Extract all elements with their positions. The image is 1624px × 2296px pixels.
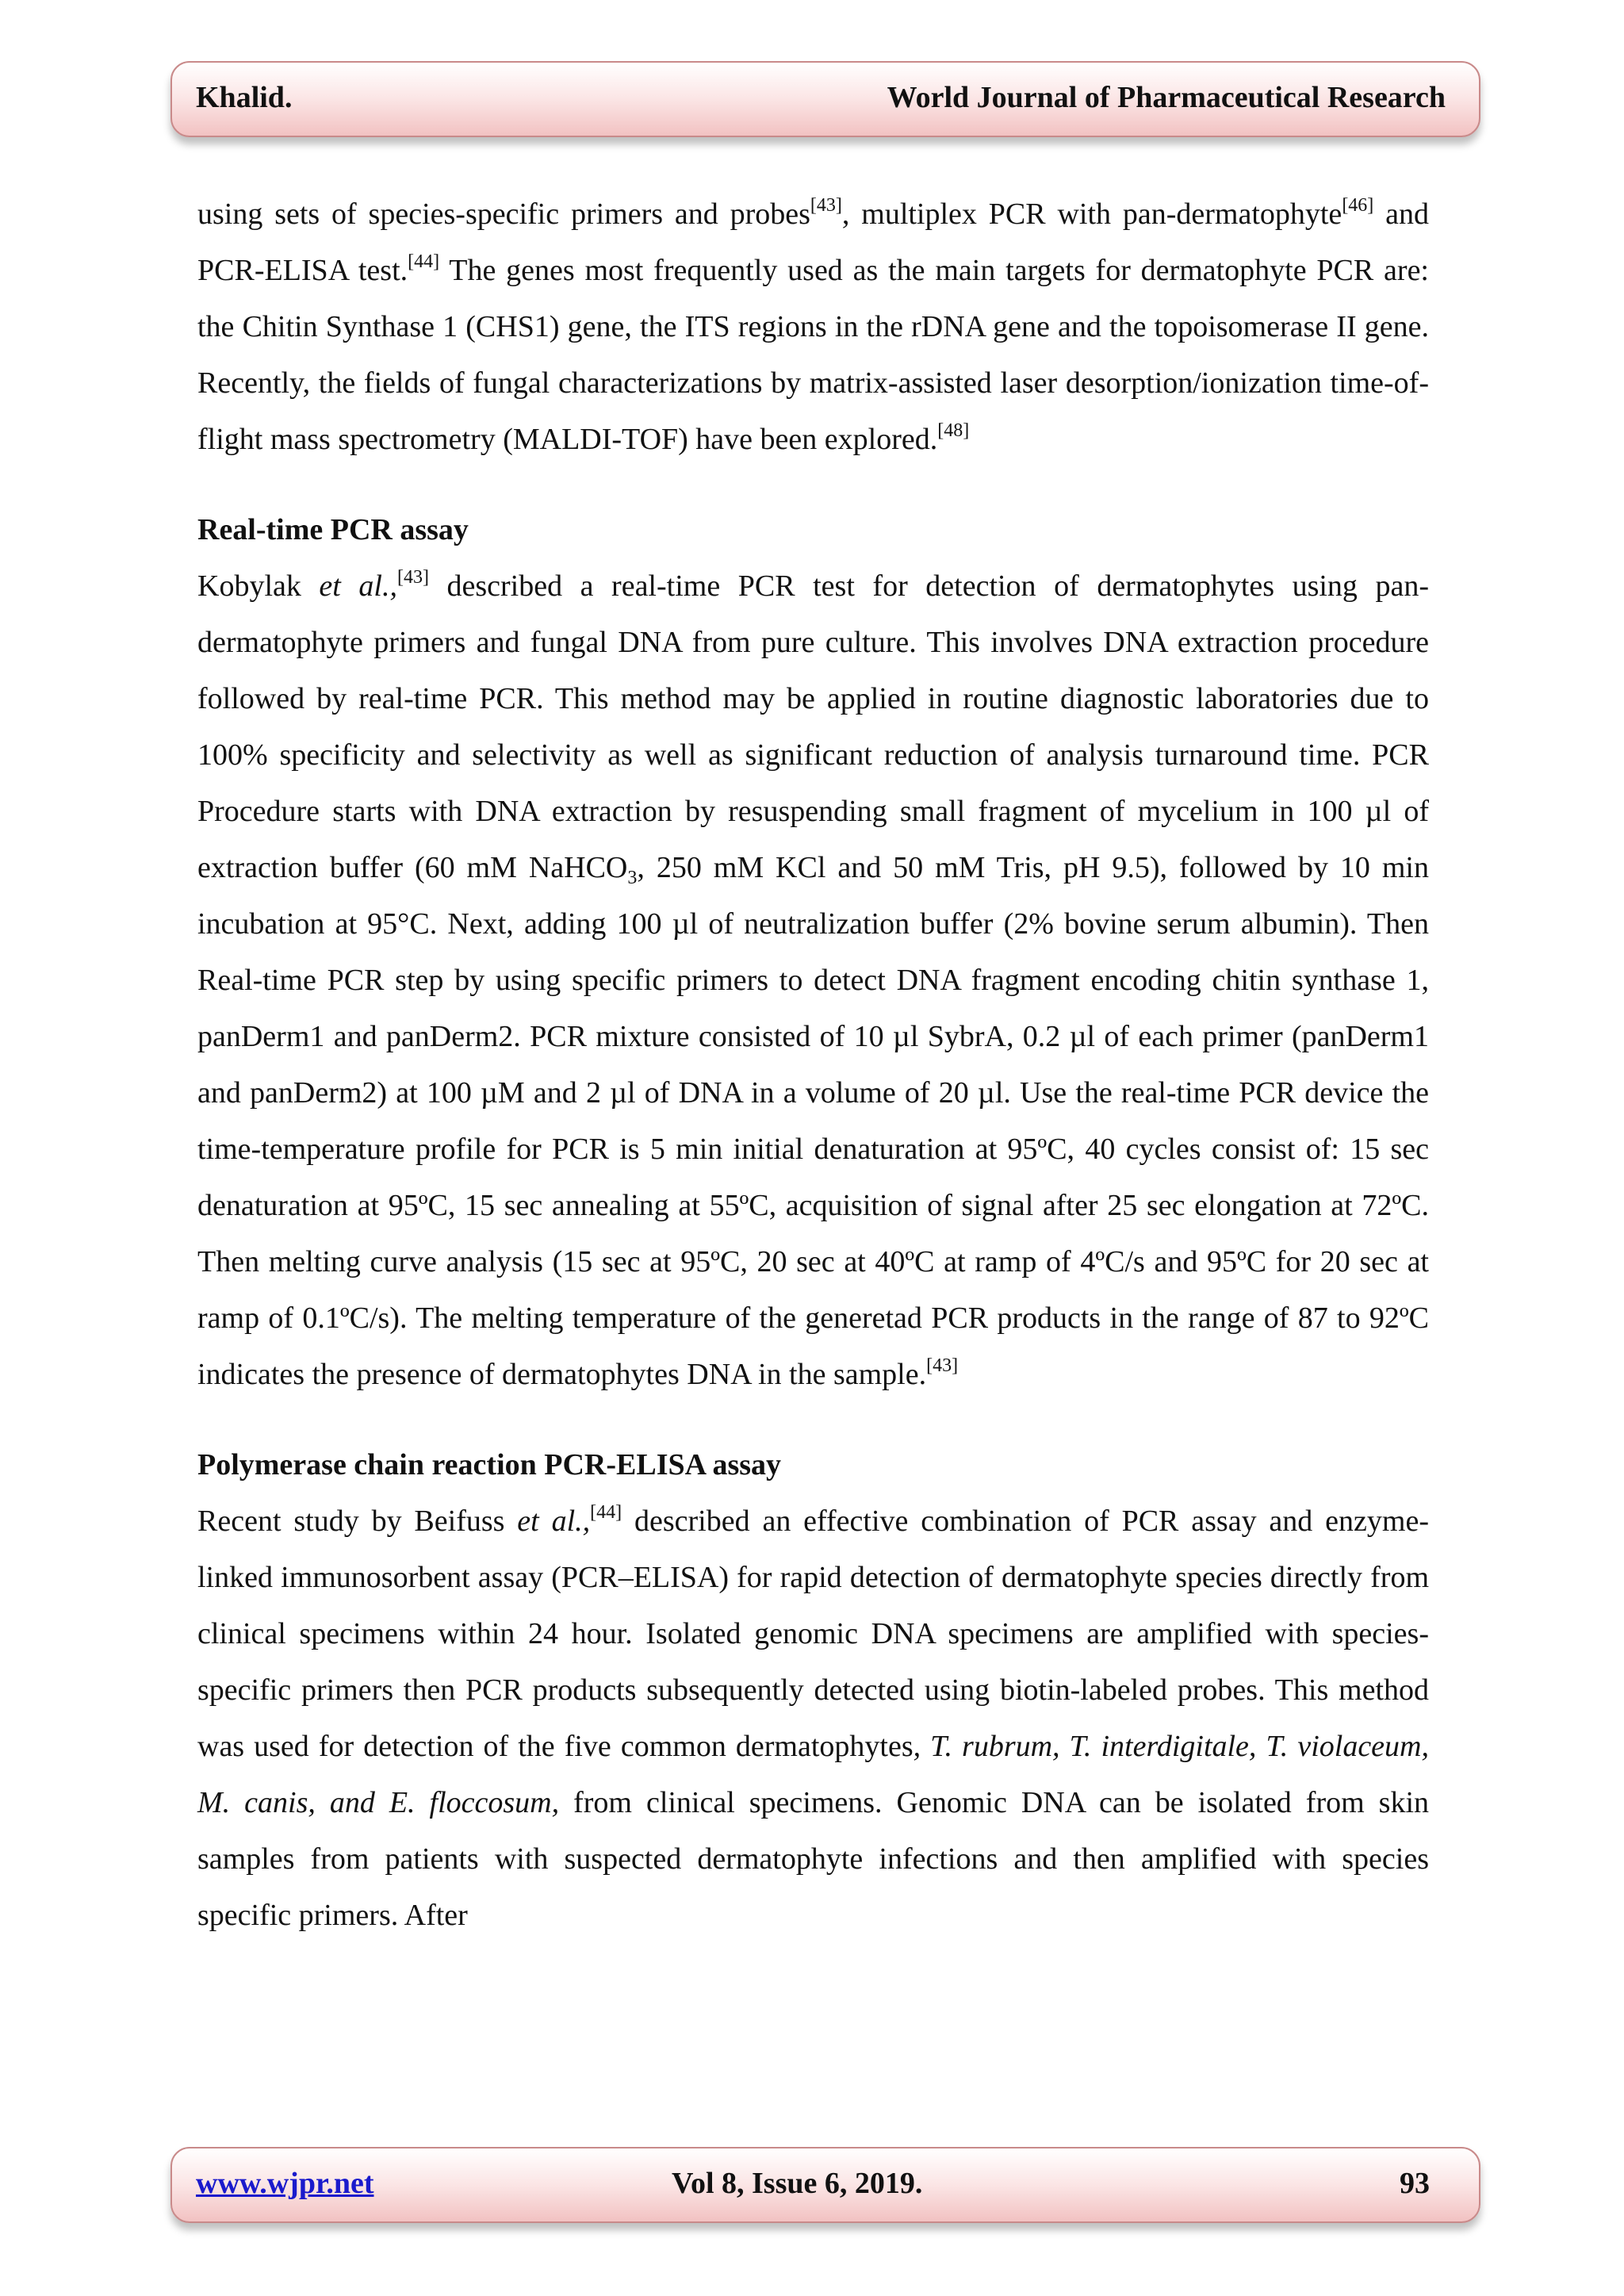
- footer-page-number: 93: [1400, 2167, 1430, 2200]
- citation: [43]: [926, 1355, 959, 1376]
- paragraph-realtime-pcr: Kobylak et al.,[43] described a real-time PCR test for detection of dermatophytes using pan-dermatophyte primers and fungal DNA from pure culture. This involves DNA extraction procedure followed by real-time PCR. This method may be applied in routine diagnostic laboratories due to 100% specificity and selectivity as well as significant reduction of analysis turnaround time. PCR Procedure starts with DNA extraction by resuspending small fragment of mycelium in 100 µl of extraction buffer (60 mM NaHCO$_3$, 250 mM KCl and 50 mM Tris, pH 9.5), followed by 10 min incubation at 95°C. Next, adding 100 µl of neutralization buffer (2% bovine serum albumin). Then Real-time PCR step by using specific primers to detect DNA fragment encoding chitin synthase 1, panDerm1 and panDerm2. PCR mixture consisted of 10 µl SybrA, 0.2 µl of each primer (panDerm1 and panDerm2) at 100 µM and 2 µl of DNA in a volume of 20 µl. Use the real-time PCR device the time-temperature profile for PCR is 5 min initial denaturation at 95ºC, 40 cycles consist of: 15 sec denaturation at 95ºC, 15 sec annealing at 55ºC, acquisition of signal after 25 sec elongation at 72ºC. Then melting curve analysis (15 sec at 95ºC, 20 sec at 40ºC at ramp of 4ºC/s and 95ºC for 20 sec at ramp of 0.1ºC/s). The melting temperature of the generetad PCR products in the range of 87 to 92ºC indicates the presence of dermatophytes DNA in the sample.[43]: [197, 567, 1429, 1391]
- paragraph-pcr-elisa: Recent study by Beifuss et al.,[44] described an effective combination of PCR assay and enzyme-linked immunosorbent assay (PCR–ELISA) for rapid detection of dermatophyte species directly from clinical specimens within 24 hour. Isolated genomic DNA specimens are amplified with species-specific primers then PCR products subsequently detected using biotin-labeled probes. This method was used for detection of the five common dermatophytes, T. rubrum, T. interdigitale, T. violaceum, M. canis, and E. floccosum, from clinical specimens. Genomic DNA can be isolated from skin samples from patients with suspected dermatophyte infections and then amplified with species specific primers. After: [197, 1502, 1429, 1932]
- footer-issue: Vol 8, Issue 6, 2019.: [672, 2167, 923, 2200]
- section-heading-pcr-elisa: Polymerase chain reaction PCR-ELISA assay: [197, 1448, 782, 1481]
- citation: [44]: [590, 1502, 622, 1523]
- header-author: Khalid.: [196, 81, 293, 114]
- footer-website-link[interactable]: www.wjpr.net: [196, 2167, 374, 2200]
- section-heading-realtime-pcr: Real-time PCR assay: [197, 513, 469, 546]
- page-footer: [170, 2147, 1480, 2223]
- header-journal-title: World Journal of Pharmaceutical Research: [887, 81, 1446, 114]
- paragraph-pcr-targets: using sets of species-specific primers and probes[43], multiplex PCR with pan-dermatophyte[46] and PCR-ELISA test.[44] The genes most frequently used as the main targets for dermatophyte PCR are: the Chitin Synthase 1 (CHS1) gene, the ITS regions in the rDNA gene and the topoisomerase II gene. Recently, the fields of fungal characterizations by matrix-assisted laser desorption/ionization time-of-flight mass spectrometry (MALDI-TOF) have been explored.[48]: [197, 195, 1430, 456]
- page-header: [170, 61, 1480, 137]
- citation: [46]: [1342, 195, 1374, 216]
- citation: [43]: [396, 567, 429, 588]
- citation: [48]: [937, 420, 970, 441]
- citation: [44]: [408, 251, 440, 272]
- article-body: [197, 186, 1429, 1944]
- citation: [43]: [810, 195, 842, 216]
